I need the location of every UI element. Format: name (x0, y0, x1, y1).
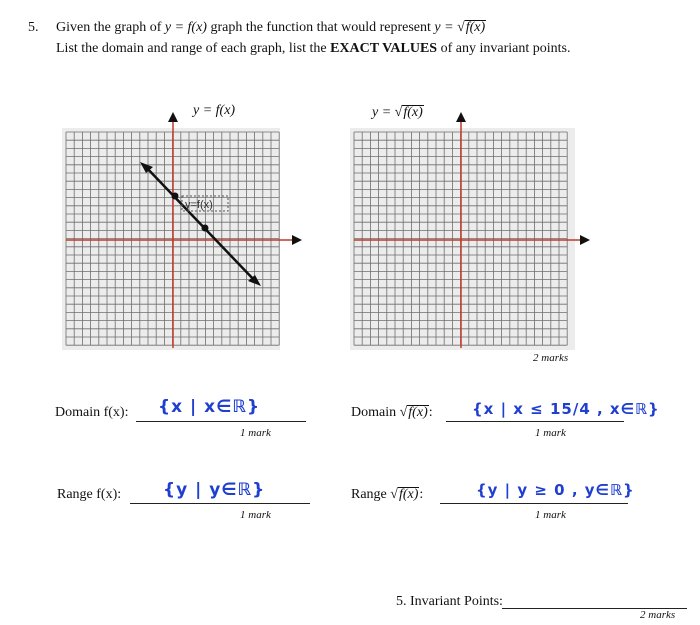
range-sqrt-prefix: Range (351, 487, 387, 502)
invariant-label: 5. Invariant Points: (396, 594, 503, 609)
invariant-marks: 2 marks (640, 609, 676, 621)
domain-sqrt-marks: 1 mark (535, 427, 566, 439)
left-y-axis-arrow-icon (168, 112, 178, 122)
domain-sqrt-label (351, 405, 433, 421)
right-y-axis-arrow-icon (456, 112, 466, 122)
question-fx: y = f(x) (164, 20, 207, 35)
question-sqrt-arg: f(x) (465, 20, 486, 35)
question-sqrt-lhs: y = (434, 20, 454, 35)
right-x-axis-arrow-icon (580, 235, 590, 245)
domain-f-answer: {x | x∈ℝ} (158, 397, 261, 417)
sqrt-icon: √ (390, 487, 398, 502)
right-graph (348, 110, 598, 355)
question-line2-prefix: List the domain and range of each graph, list the (56, 41, 327, 56)
range-sqrt-answer: {y | y ≥ 0 , y∈ℝ} (476, 481, 635, 499)
range-f-answer: {y | y∈ℝ} (163, 480, 266, 500)
domain-sqrt-arg: f(x) (408, 405, 428, 420)
right-graph-title-lhs: y = (372, 105, 392, 120)
range-f-underline (130, 503, 310, 504)
question-prefix: Given the graph of (56, 20, 162, 35)
domain-sqrt-suffix: : (428, 405, 433, 420)
left-x-axis-arrow-icon (292, 235, 302, 245)
question-line2-suffix: of any invariant points. (440, 41, 571, 56)
range-sqrt-marks: 1 mark (535, 509, 566, 521)
sqrt-icon: √ (399, 405, 408, 420)
range-sqrt-arg: f(x) (398, 487, 419, 502)
domain-sqrt-underline (446, 421, 624, 422)
y-intercept-point (172, 193, 179, 200)
line-point (202, 225, 209, 232)
domain-f-underline (136, 421, 306, 422)
range-sqrt-label (351, 487, 423, 503)
range-f-marks: 1 mark (240, 509, 271, 521)
domain-sqrt-answer: {x | x ≤ 15/4 , x∈ℝ} (472, 400, 660, 418)
left-graph-title: y = f(x) (193, 103, 236, 118)
question-line2-bold: EXACT VALUES (330, 41, 438, 56)
question-middle: graph the function that would represent (210, 20, 431, 35)
range-sqrt-suffix: : (419, 487, 424, 502)
range-f-label: Range f(x): (57, 487, 122, 502)
sqrt-icon: √ (457, 20, 465, 35)
domain-f-label: Domain f(x): (55, 405, 129, 420)
question-line-1 (56, 20, 486, 36)
graph-marks: 2 marks (533, 352, 569, 364)
domain-f-marks: 1 mark (240, 427, 271, 439)
right-graph-title-arg: f(x) (403, 105, 423, 120)
left-graph (60, 110, 310, 355)
domain-sqrt-prefix: Domain (351, 405, 397, 420)
sqrt-icon: √ (394, 105, 403, 120)
question-number: 5. (28, 20, 39, 35)
question-line-2 (56, 41, 570, 57)
range-sqrt-underline (440, 503, 628, 504)
left-line-label: y=f(x) (185, 199, 213, 211)
